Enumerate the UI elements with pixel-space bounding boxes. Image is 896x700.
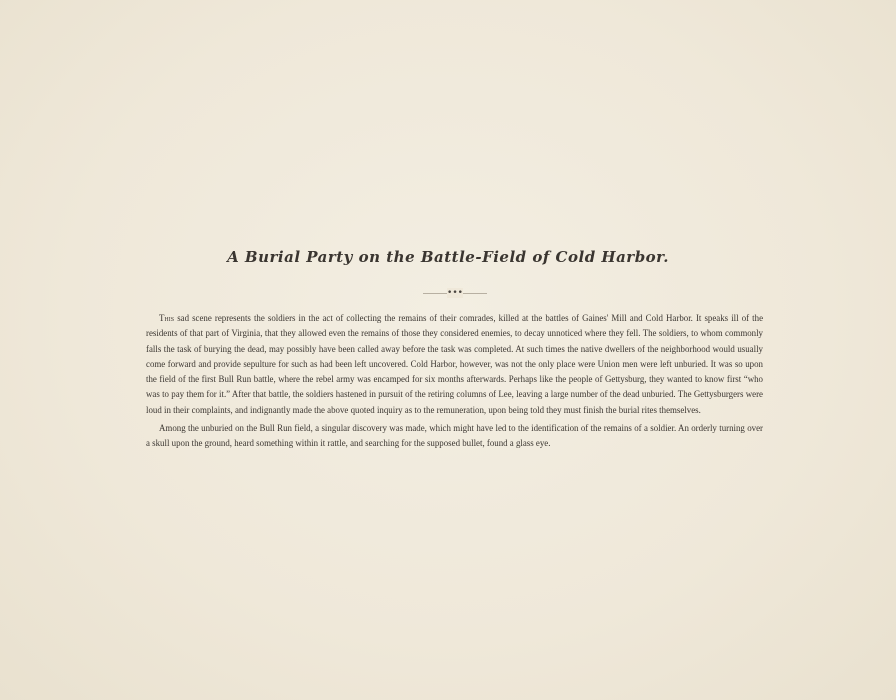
paragraph-2: Among the unburied on the Bull Run field, a singular discovery was made, which might have led to the identification of the remains of a soldier. An orderly turning over a skull upon the ground, heard something within it rattle, and searching for the supposed bullet, found a glass eye. — [146, 423, 763, 449]
body-text — [146, 311, 763, 452]
paragraph-1 — [146, 311, 763, 418]
divider-ornament: ••• — [447, 288, 463, 298]
paragraph-lead-word: This — [159, 313, 175, 323]
page-title: A Burial Party on the Battle-Field of Cold Harbor. — [227, 248, 669, 266]
paragraph-1-text: sad scene represents the soldiers in the act of collecting the remains of their comrades, killed at the battles of Gaines' Mill and Cold Harbor. It speaks ill of the residents of that part of Virginia, that they allowed even the remains of those they considered enemies, to decay unnoticed where they fell. The soldiers, to whom commonly falls the task of burying the dead, may possibly have been called away before the task was completed. At such times the native dwellers of the neighborhood would usually come forward and provide sepulture for such as had been left uncovered. Cold Harbor, however, was not the only place were Union men were left unburied. It was so upon the field of the first Bull Run battle, where the rebel army was encamped for six months afterwards. Perhaps like the people of Gettysburg, they wanted to know first “who was to pay them for it.” After that battle, the soldiers hastened in pursuit of the retiring columns of Lee, leaving a large number of the dead unburied. The Gettysburgers were loud in their complaints, and indignantly made the above quoted inquiry as to the remuneration, upon being told they must finish the burial rites themselves. — [146, 313, 764, 415]
